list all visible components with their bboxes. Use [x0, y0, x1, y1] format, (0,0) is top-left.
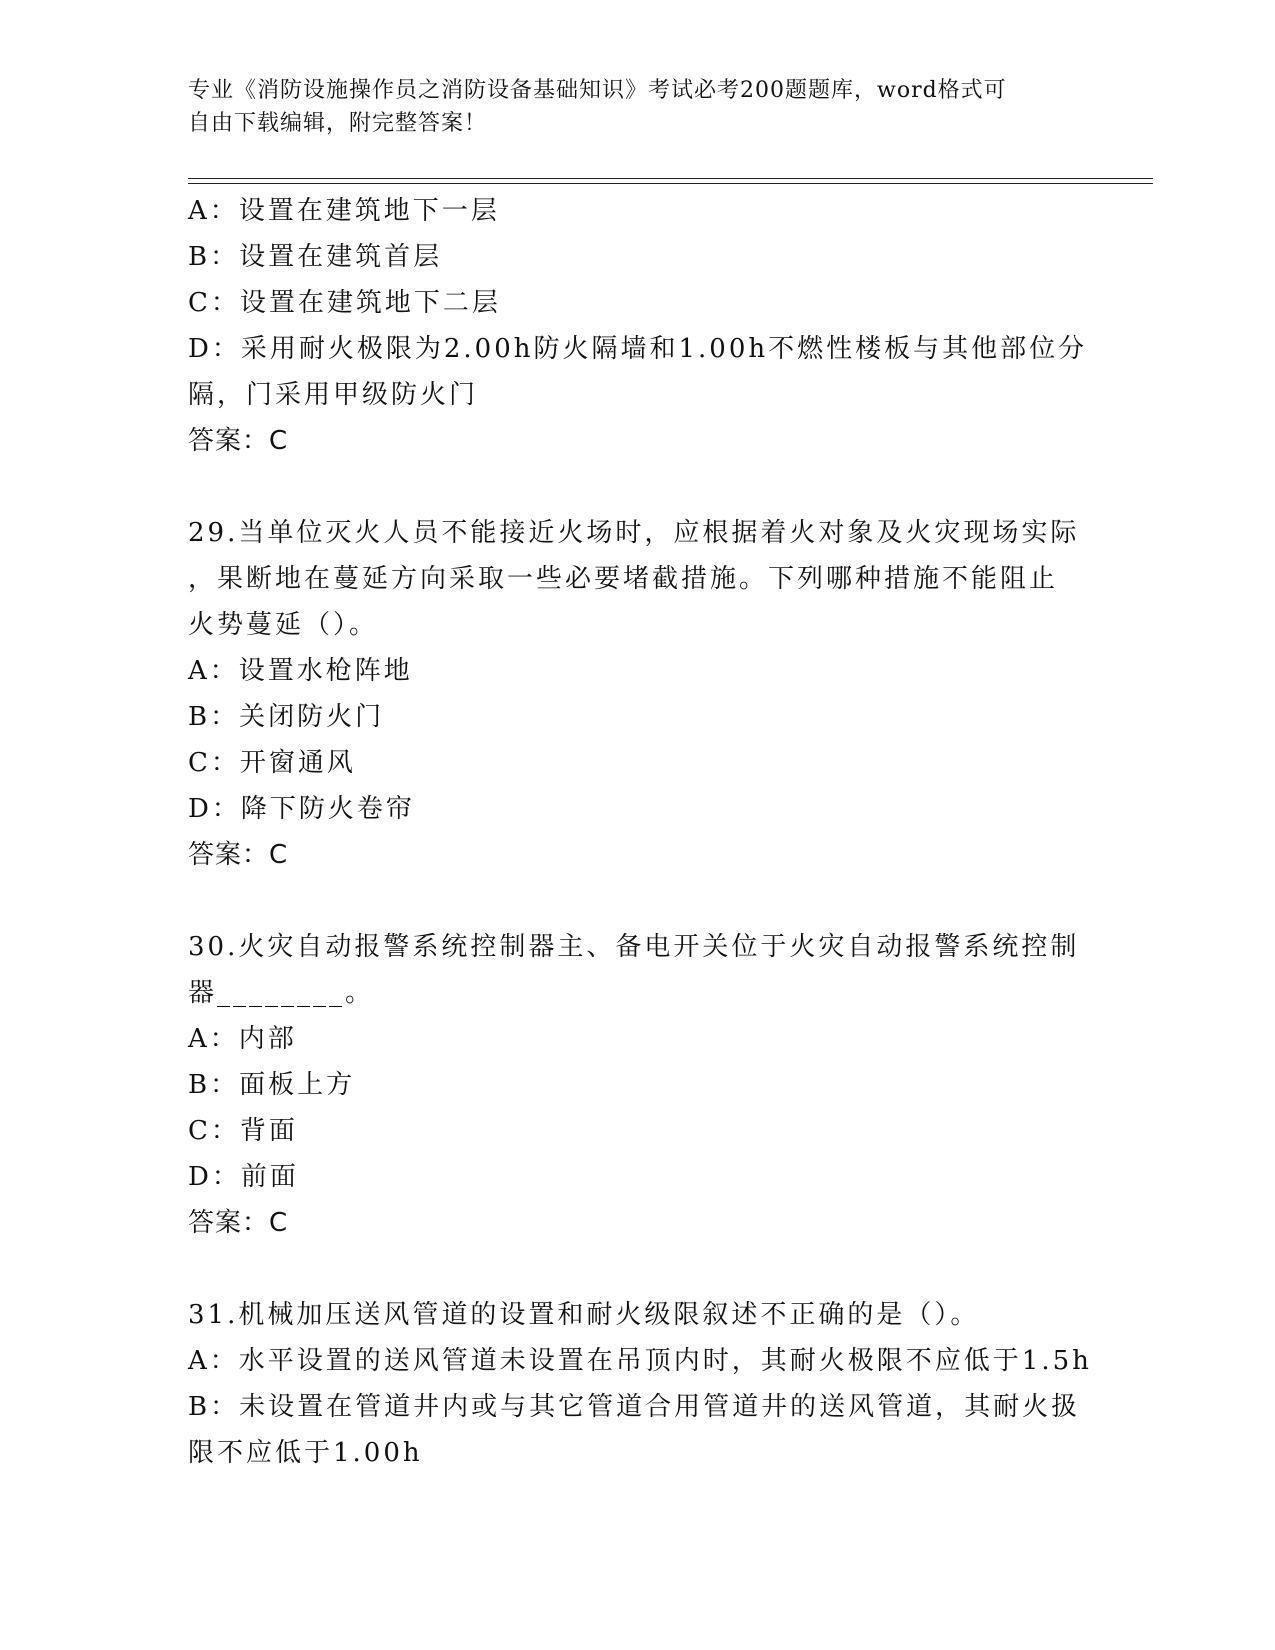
document-header	[188, 74, 1068, 140]
question-stem: 29.当单位灭火人员不能接近火场时，应根据着火对象及火灾现场实际	[188, 518, 1080, 548]
header-rule-bottom	[188, 183, 1153, 184]
question-block-30	[188, 924, 1078, 1246]
question-stem: ，果断地在蔓延方向采取一些必要堵截措施。下列哪种措施不能阻止	[188, 564, 1059, 594]
spacer	[188, 464, 1078, 510]
option-b: B：未设置在管道井内或与其它管道合用管道井的送风管道，其耐火扱	[188, 1392, 1081, 1422]
option-c: C：开窗通风	[188, 748, 356, 778]
option-b-continued: 限不应低于1.00h	[188, 1438, 423, 1468]
header-rule-top	[188, 178, 1153, 179]
question-stem: 火势蔓延（）。	[188, 610, 379, 640]
spacer	[188, 1246, 1078, 1292]
option-d: D：降下防火卷帘	[188, 794, 415, 824]
option-c: C：背面	[188, 1116, 298, 1146]
option-b: B：关闭防火门	[188, 702, 385, 732]
option-a: A：设置在建筑地下一层	[188, 196, 500, 226]
document-body	[188, 188, 1092, 1476]
spacer	[188, 878, 1078, 924]
option-d: D：前面	[188, 1162, 299, 1192]
option-b: B：设置在建筑首层	[188, 242, 443, 272]
header-line: 专业《消防设施操作员之消防设备基础知识》考试必考200题题库，word格式可	[188, 78, 1007, 103]
question-stem: 30.火灾自动报警系统控制器主、备电开关位于火灾自动报警系统控制	[188, 932, 1080, 962]
option-a: A：水平设置的送风管道未设置在吊顶内时，其耐火极限不应低于1.5h	[188, 1346, 1092, 1376]
header-line: 自由下载编辑，附完整答案！	[188, 111, 488, 136]
option-a: A：内部	[188, 1024, 297, 1054]
option-d: D：采用耐火极限为2.00h防火隔墙和1.00h不燃性楼板与其他部位分	[188, 334, 1088, 364]
question-block-29	[188, 510, 1078, 878]
option-c: C：设置在建筑地下二层	[188, 288, 501, 318]
option-b: B：面板上方	[188, 1070, 356, 1100]
option-d-continued: 隔，门采用甲级防火门	[188, 380, 479, 410]
answer-line: 答案：C	[188, 426, 289, 456]
question-stem: 器________。	[188, 978, 375, 1008]
question-block-31	[188, 1292, 1092, 1476]
question-stem: 31.机械加压送风管道的设置和耐火级限叙述不正确的是（）。	[188, 1300, 980, 1330]
answer-line: 答案：C	[188, 1208, 289, 1238]
answer-line: 答案：C	[188, 840, 289, 870]
question-block-28	[188, 188, 1088, 464]
option-a: A：设置水枪阵地	[188, 656, 413, 686]
